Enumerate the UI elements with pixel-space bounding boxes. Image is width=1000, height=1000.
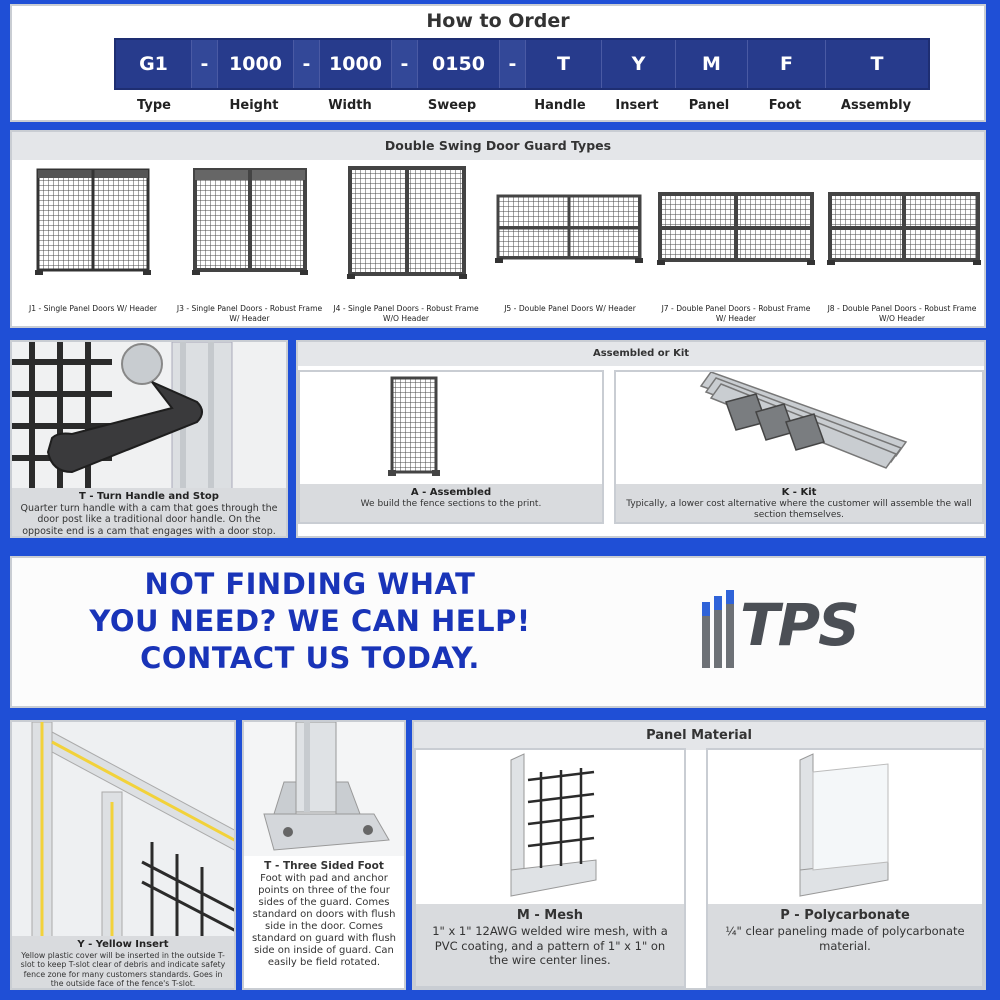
- yellow-insert-icon: [12, 722, 236, 940]
- assembled-caption: [300, 484, 602, 522]
- assembled-panel-icon: [300, 372, 604, 482]
- foot-title: T - Three Sided Foot: [264, 860, 384, 872]
- label-height: Height: [229, 98, 279, 113]
- assembled-title: A - Assembled: [410, 487, 492, 498]
- door-guard-icon: [0, 160, 1000, 310]
- insert-panel: [10, 720, 236, 990]
- tps-logo-text: TPS: [740, 591, 858, 659]
- kit-card: [614, 370, 984, 524]
- label-width: Width: [328, 98, 372, 113]
- door-types-title: Double Swing Door Guard Types: [12, 132, 984, 160]
- code-handle: T: [526, 40, 602, 88]
- foot-icon: [244, 722, 406, 856]
- code-dash: -: [294, 40, 320, 88]
- code-width: 1000: [320, 40, 392, 88]
- kit-desc: Typically, a lower cost alternative where the customer will assemble the wall section themselves.: [626, 499, 972, 520]
- code-height: 1000: [218, 40, 294, 88]
- label-foot: Foot: [768, 98, 802, 113]
- how-to-order-title: How to Order: [426, 10, 570, 32]
- cta-line-3: CONTACT US TODAY.: [140, 640, 480, 675]
- label-insert: Insert: [615, 98, 659, 113]
- label-panel: Panel: [688, 98, 730, 113]
- insert-desc: Yellow plastic cover will be inserted in the outside T-slot to keep T-slot clear of debris and indicate safety fence zone for many customers standards. Goes in the outside face of the fence's T-slot.: [20, 951, 226, 989]
- door-type-j4-caption: J4 - Single Panel Doors - Robust Frame W/O Header: [333, 304, 479, 324]
- door-type-j1-caption: J1 - Single Panel Doors W/ Header: [28, 304, 158, 313]
- assembled-card: [298, 370, 604, 524]
- label-handle: Handle: [534, 98, 586, 113]
- kit-title: K - Kit: [781, 487, 817, 498]
- cta-line-2: YOU NEED? WE CAN HELP!: [89, 603, 531, 638]
- mesh-card: [414, 748, 686, 988]
- polycarbonate-caption: [708, 904, 982, 986]
- insert-title: Y - Yellow Insert: [77, 939, 169, 950]
- handle-desc: Quarter turn handle with a cam that goes through the door post like a traditional door handle. On the opposite end is a cam that engages with a door stop.: [20, 503, 278, 537]
- handle-title: T - Turn Handle and Stop: [79, 491, 219, 502]
- code-assembly: T: [870, 53, 884, 75]
- tps-logo: [700, 588, 880, 678]
- mesh-title: M - Mesh: [516, 908, 584, 923]
- code-dash: -: [500, 40, 526, 88]
- label-type: Type: [137, 98, 171, 113]
- assembled-desc: We build the fence sections to the print.: [360, 499, 542, 509]
- contact-cta[interactable]: [60, 566, 560, 676]
- code-type: G1: [116, 40, 192, 88]
- polycarbonate-panel-icon: [708, 750, 984, 906]
- insert-caption: [12, 936, 234, 988]
- panel-material-title: Panel Material: [414, 722, 984, 750]
- label-sweep: Sweep: [427, 98, 477, 113]
- order-code-bar: [114, 38, 930, 90]
- code-dash: -: [392, 40, 418, 88]
- polycarbonate-desc: ¼" clear paneling made of polycarbonate material.: [725, 924, 965, 953]
- cta-line-1: NOT FINDING WHAT: [144, 567, 476, 601]
- polycarbonate-title: P - Polycarbonate: [780, 908, 910, 923]
- code-panel: M: [676, 40, 748, 88]
- handle-caption: [12, 488, 286, 536]
- mesh-panel-icon: [416, 750, 686, 906]
- door-type-j3-caption: J3 - Single Panel Doors - Robust Frame W/ Header: [176, 304, 323, 324]
- mesh-caption: [416, 904, 684, 986]
- label-assembly: Assembly: [840, 98, 912, 113]
- code-insert: Y: [602, 40, 676, 88]
- handle-panel: [10, 340, 288, 538]
- door-type-j7-caption: J7 - Double Panel Doors - Robust Frame W/ Header: [661, 304, 811, 324]
- kit-caption: [616, 484, 982, 522]
- foot-panel: [242, 720, 406, 990]
- polycarbonate-card: [706, 748, 984, 988]
- code-dash: -: [192, 40, 218, 88]
- foot-desc: Foot with pad and anchor points on three of the four sides of the guard. Comes standard on doors with flush side in the door. Comes standard on guard with flush side on inside of guard. Can easily be field rotated.: [251, 872, 397, 968]
- door-type-j8-caption: J8 - Double Panel Doors - Robust Frame W/O Header: [827, 304, 977, 324]
- kit-parts-icon: [616, 372, 984, 482]
- assembly-title: Assembled or Kit: [298, 342, 984, 366]
- turn-handle-icon: [12, 342, 288, 492]
- door-type-j5-caption: J5 - Double Panel Doors W/ Header: [504, 304, 636, 313]
- code-sweep: 0150: [418, 40, 500, 88]
- foot-caption: [244, 860, 404, 969]
- mesh-desc: 1" x 1" 12AWG welded wire mesh, with a PVC coating, and a pattern of 1" x 1" on the wire center lines.: [432, 924, 668, 967]
- code-foot: F: [748, 40, 826, 88]
